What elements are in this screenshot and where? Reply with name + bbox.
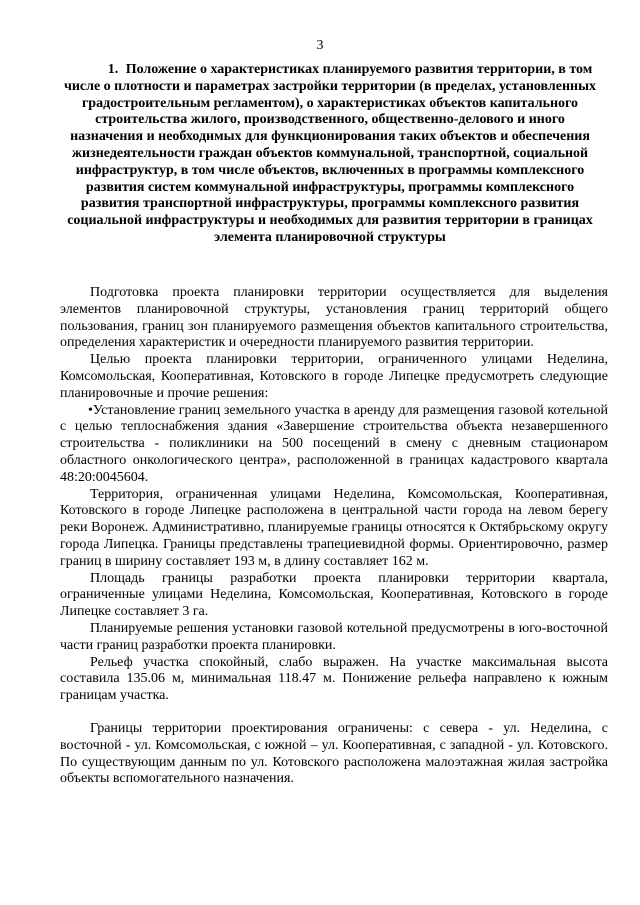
paragraph-territory: Территория, ограниченная улицами Неделина, Комсомольская, Кооперативная, Котовского в городе Липецке расположена в центральной части города на левом берегу реки Воронеж. Административно, планируемые границы относятся к Октябрьскому округу города Липецка. Границы представлены трапециевидной формы. Ориентировочно, размер границ в ширину составляет 193 м, в длину составляет 162 м. xyxy=(60,486,608,569)
page-number: 3 xyxy=(316,38,324,53)
paragraph-goal: Целью проекта планировки территории, ограниченного улицами Неделина, Комсомольская, Кооперативная, Котовского в городе Липецке предусмотреть следующие планировочные и прочие решения: xyxy=(60,352,608,401)
paragraph-purpose: Подготовка проекта планировки территории осуществляется для выделения элементов планировочной структуры, установления границ территорий общего пользования, границ зон планируемого размещения объектов капитального строительства, определения характеристик и очередности планируемого развития территории. xyxy=(60,285,608,351)
section-heading xyxy=(60,62,600,247)
paragraph-relief: Рельеф участка спокойный, слабо выражен. На участке максимальная высота составила 135.06 м, минимальная 118.47 м. Понижение рельефа направлено к южным границам участка. xyxy=(60,654,608,704)
bullet-item-boiler: •Установление границ земельного участка в аренду для размещения газовой котельной с целью теплоснабжения здания «Завершение строительства объекта незавершенного строительства - поликлиники на 500 посещений в смену с дневным стационаром областного онкологического центра», расположенной в границах кадастрового квартала 48:20:0045604. xyxy=(60,402,608,485)
paragraph-planned-solutions: Планируемые решения установки газовой котельной предусмотрены в юго-восточной части границ разработки проекта планировки. xyxy=(60,620,608,653)
section-number: 1. xyxy=(107,62,119,77)
paragraph-boundaries: Границы территории проектирования ограничены: с севера - ул. Неделина, с восточной - ул. Комсомольская, с южной – ул. Кооперативная, с западной - ул. Котовского. По существующим данным по ул. Котовского расположена малоэтажная жилая застройка объекты вспомогательного назначения. xyxy=(60,720,608,787)
paragraph-gap xyxy=(60,705,608,721)
section-title: Положение о характеристиках планируемого развития территории, в том числе о плотности и параметрах застройки территории (в пределах, установленных градостроительным регламентом), о характеристиках объектов капитального строительства жилого, производственного, общественно-делового и иного назначения и необходимых для функционирования таких объектов и обеспечения жизнедеятельности граждан объектов коммунальной, транспортной, социальной инфраструктур, в том числе объектов, включенных в программы комплексного развития систем коммунальной инфраструктуры, программы комплексного развития транспортной инфраструктуры, программы комплексного развития социальной инфраструктуры и необходимых для развития территории в границах элемента планировочной структуры xyxy=(63,62,597,245)
paragraph-area: Площадь границы разработки проекта планировки территории квартала, ограниченные улицами Неделина, Комсомольская, Кооперативная, Котовского в городе Липецке составляет 3 га. xyxy=(60,570,608,620)
document-body xyxy=(60,285,608,788)
